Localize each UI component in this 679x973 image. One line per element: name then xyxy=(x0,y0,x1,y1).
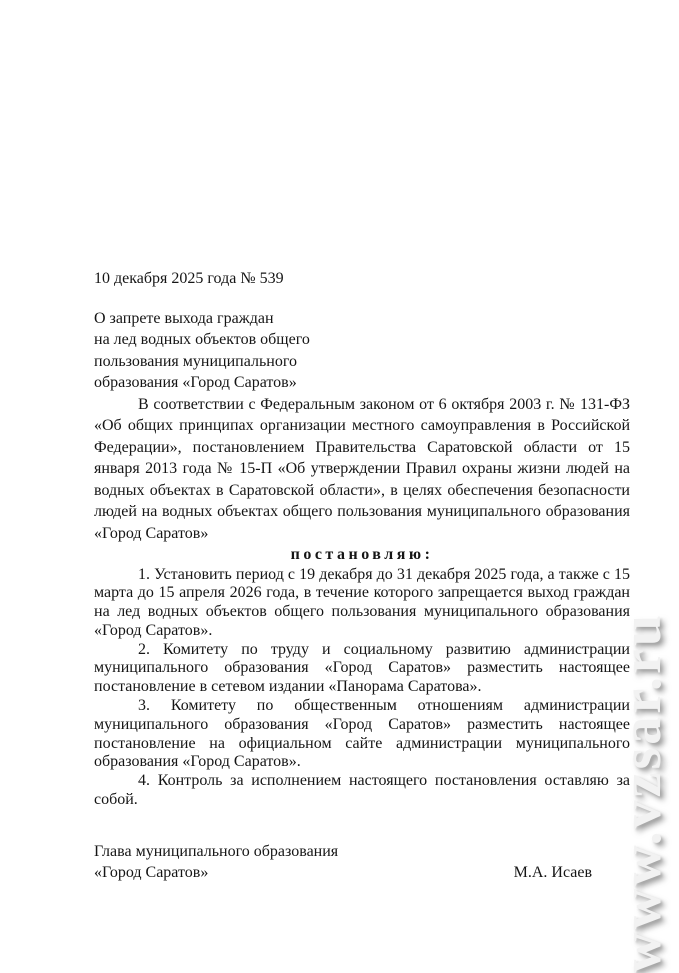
preamble-paragraph: В соответствии с Федеральным законом от 6 октября 2003 г. № 131-ФЗ «Об общих принципах организации местного самоуправления в Российской Федерации», постановлением Правительства Саратовской области от 15 января 2013 года № 15-П «Об утверждении Правил охраны жизни людей на водных объектах в Саратовской области», в целях обеспечения безопасности людей на водных объектах общего пользования муниципального образования «Город Саратов» xyxy=(94,395,630,542)
signatory-position-line-2: «Город Саратов» xyxy=(94,864,209,882)
date-number-line: 10 декабря 2025 года № 539 xyxy=(94,270,284,287)
point-1: 1. Установить период с 19 декабря до 31 декабря 2025 года, а также с 15 марта до 15 апреля 2026 года, в течение которого запрещается выход граждан на лед водных объектов общего пользования муниципального образования «Город Саратов». xyxy=(94,565,630,639)
document-title xyxy=(94,308,630,394)
signatory-position xyxy=(94,841,338,884)
document-content xyxy=(94,268,630,884)
resolve-word: постановляю: xyxy=(290,546,434,563)
signatory-name: М.А. Исаев xyxy=(513,864,592,882)
point-3: 3. Комитету по общественным отношениям администрации муниципального образования «Город Саратов» разместить настоящее постановление на официальном сайте администрации муниципального образования «Город Саратов». xyxy=(94,697,630,771)
signatory-position-line-1: Глава муниципального образования xyxy=(94,842,339,860)
title-line-1: О запрете выхода граждан xyxy=(94,309,274,327)
point-4: 4. Контроль за исполнением настоящего постановления оставляю за собой. xyxy=(94,772,630,809)
title-line-4: образования «Город Саратов» xyxy=(94,374,297,391)
title-line-3: пользования муниципального xyxy=(94,352,297,370)
point-2: 2. Комитету по труду и социальному развитию администрации муниципального образования «Город Саратов» разместить настоящее постановление в сетевом издании «Панорама Саратова». xyxy=(94,640,630,696)
watermark-vzsar: www.vzsar.ru xyxy=(611,612,673,973)
signature-block xyxy=(94,841,630,884)
title-line-2: на лед водных объектов общего xyxy=(94,331,310,348)
